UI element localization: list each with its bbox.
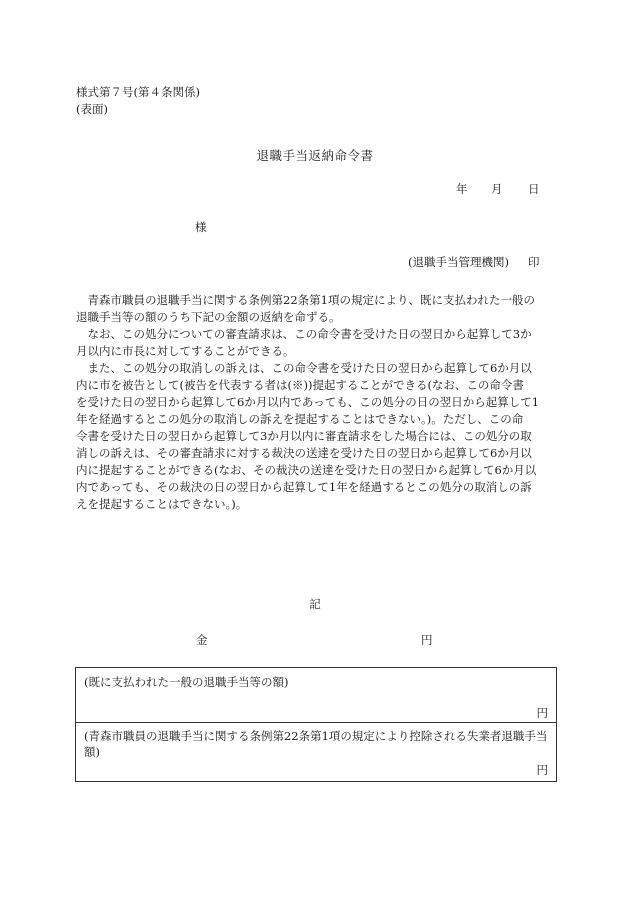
row-unit: 円 <box>536 763 548 777</box>
body-line: 年を経過するとこの処分の取消しの訴えを提起することはできない。)。ただし、この命 <box>76 412 524 426</box>
issuer-name: (退職手当管理機関) <box>408 255 509 269</box>
body-line: 内に提起することができる(なお、その裁決の送達を受けた日の翌日から起算して6か月以 <box>76 463 537 477</box>
addressee-suffix: 様 <box>195 220 207 234</box>
ki-heading: 記 <box>309 597 321 611</box>
body-line: を受けた日の翌日から起算して6か月以内であっても、この処分の日の翌日から起算して1 <box>76 395 540 409</box>
table-row <box>75 667 557 723</box>
table-row <box>75 722 557 782</box>
body-line: 内であっても、その裁決の日の翌日から起算して1年を経過するとこの処分の取消しの訴 <box>76 480 532 494</box>
row-label: (青森市職員の退職手当に関する条例第22条第1項の規定により控除される失業者退職手当額) <box>84 729 548 759</box>
body-line: えを提起することはできない。)。 <box>76 497 248 511</box>
date-month-label: 月 <box>491 182 503 196</box>
body-line: 退職手当等の額のうち下記の金額の返納を命ずる。 <box>76 310 341 324</box>
row-unit: 円 <box>536 706 548 720</box>
form-number: 様式第７号(第４条関係) <box>76 85 200 99</box>
body-line: 月以内に市長に対してすることができる。 <box>76 344 295 358</box>
row-label: (既に支払われた一般の退職手当等の額) <box>84 675 289 689</box>
date-year-label: 年 <box>456 182 468 196</box>
amount-label: 金 <box>196 633 208 647</box>
body-line: 令書を受けた日の翌日から起算して3か月以内に審査請求をした場合には、この処分の取 <box>76 429 532 443</box>
body-line: 内に市を被告として(被告を代表する者は(※))提起することができる(なお、この命令書 <box>76 378 524 392</box>
issuer-seal: 印 <box>528 255 540 269</box>
amount-unit: 円 <box>421 633 433 647</box>
body-line: 青森市職員の退職手当に関する条例第22条第1項の規定により、既に支払われた一般の <box>76 293 535 307</box>
date-day-label: 日 <box>528 182 540 196</box>
body-line: また、この処分の取消しの訴えは、この命令書を受けた日の翌日から起算して6か月以 <box>76 361 532 375</box>
body-line: なお、この処分についての審査請求は、この命令書を受けた日の翌日から起算して3か <box>76 327 532 341</box>
side-label: (表面) <box>76 102 108 116</box>
document-title: 退職手当返納命令書 <box>256 148 374 163</box>
body-line: 消しの訴えは、その審査請求に対する裁決の送達を受けた日の翌日から起算して6か月以 <box>76 446 532 460</box>
